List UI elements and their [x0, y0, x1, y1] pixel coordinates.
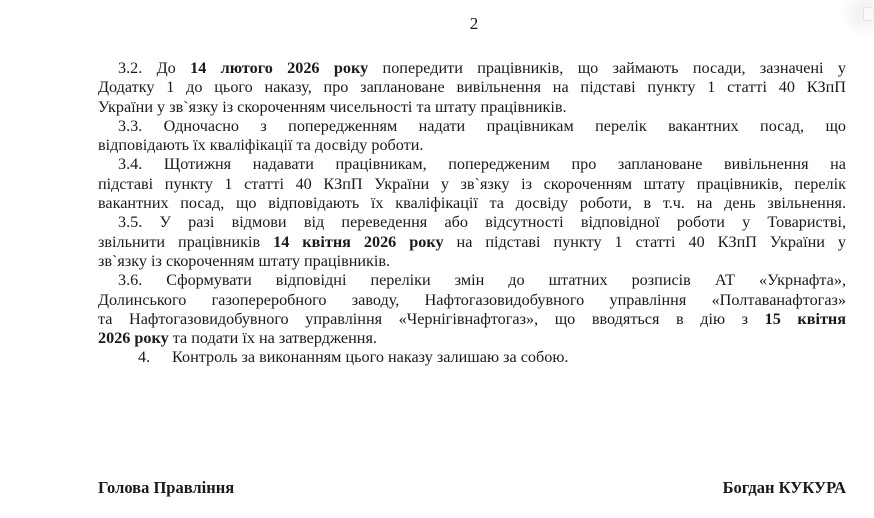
- item-number: 4.: [138, 348, 151, 367]
- paragraph-3-5: [98, 213, 846, 271]
- signatory-position: Голова Правління: [98, 478, 235, 497]
- signatory-name: Богдан КУКУРА: [722, 478, 846, 497]
- paragraph-line: Долинського газопереробного заводу, Нафтогазовидобувного управління «Полтаванафтогаз»: [98, 290, 846, 309]
- paragraph-line: зв`язку із скороченням штату працівників.: [98, 251, 391, 270]
- text-run: Контроль за виконанням цього наказу залишаю за собою.: [172, 348, 569, 367]
- paragraph-line: підставі пункту 1 статті 40 КЗпП України у зв`язку із скороченням штату працівників, перелік: [98, 174, 846, 193]
- paragraph-line: 3.5. У разі відмови від переведення або відсутності відповідної роботи у Товаристві,: [118, 213, 846, 232]
- paragraph-line: [98, 329, 846, 348]
- text-run: 3.2. До: [118, 59, 191, 77]
- text-run: на підставі пункту 1 статті 40 КЗпП України у: [443, 232, 847, 251]
- document-body: [98, 59, 846, 368]
- bold-date: 2026 року: [98, 329, 169, 348]
- paragraph-line: вакантних посад, що відповідають їх кваліфікації та досвіду роботи, в т.ч. на день звільнення.: [98, 194, 846, 213]
- paragraph-3-3: [98, 117, 846, 156]
- paragraph-line: Додатку 1 до цього наказу, про заплановане вивільнення на підставі пункту 1 статті 40 КЗпП: [98, 78, 846, 97]
- text-run: звільнити працівників: [98, 232, 274, 251]
- bold-date: 15 квітня: [764, 309, 846, 328]
- text-run: та Нафтогазовидобувного управління «Чернігівнафтогаз», що вводяться в дію з: [98, 309, 765, 328]
- paragraph-line: 3.6. Сформувати відповідні переліки змін до штатних розписів АТ «Укрнафта»,: [118, 271, 846, 290]
- paragraph-line: [98, 348, 846, 367]
- bold-date: 14 лютого 2026 року: [190, 59, 369, 77]
- paragraph-line: відповідають їх кваліфікації та досвіду роботи.: [98, 136, 424, 155]
- paragraph-line: [98, 233, 846, 252]
- paragraph-line: [98, 310, 846, 329]
- paragraph-line: 3.4. Щотижня надавати працівникам, попередженим про заплановане вивільнення на: [118, 155, 846, 174]
- bold-date: 14 квітня 2026 року: [273, 232, 444, 251]
- paragraph-line: 3.3. Одночасно з попередженням надати працівникам перелік вакантних посад, що: [118, 116, 846, 135]
- paragraph-line: [98, 59, 846, 78]
- paragraph-3-6: [98, 271, 846, 348]
- signature-block: [98, 478, 846, 498]
- text-run: та подати їх на затвердження.: [168, 329, 377, 348]
- paragraph-line: України у зв`язку із скороченням чисельності та штату працівників.: [98, 97, 567, 116]
- text-run: попередити працівників, що займають посади, зазначені у: [368, 59, 847, 77]
- page-number: 2: [469, 14, 479, 33]
- paragraph-3-2: [98, 59, 846, 117]
- paragraph-4: [98, 348, 846, 367]
- paragraph-3-4: [98, 155, 846, 213]
